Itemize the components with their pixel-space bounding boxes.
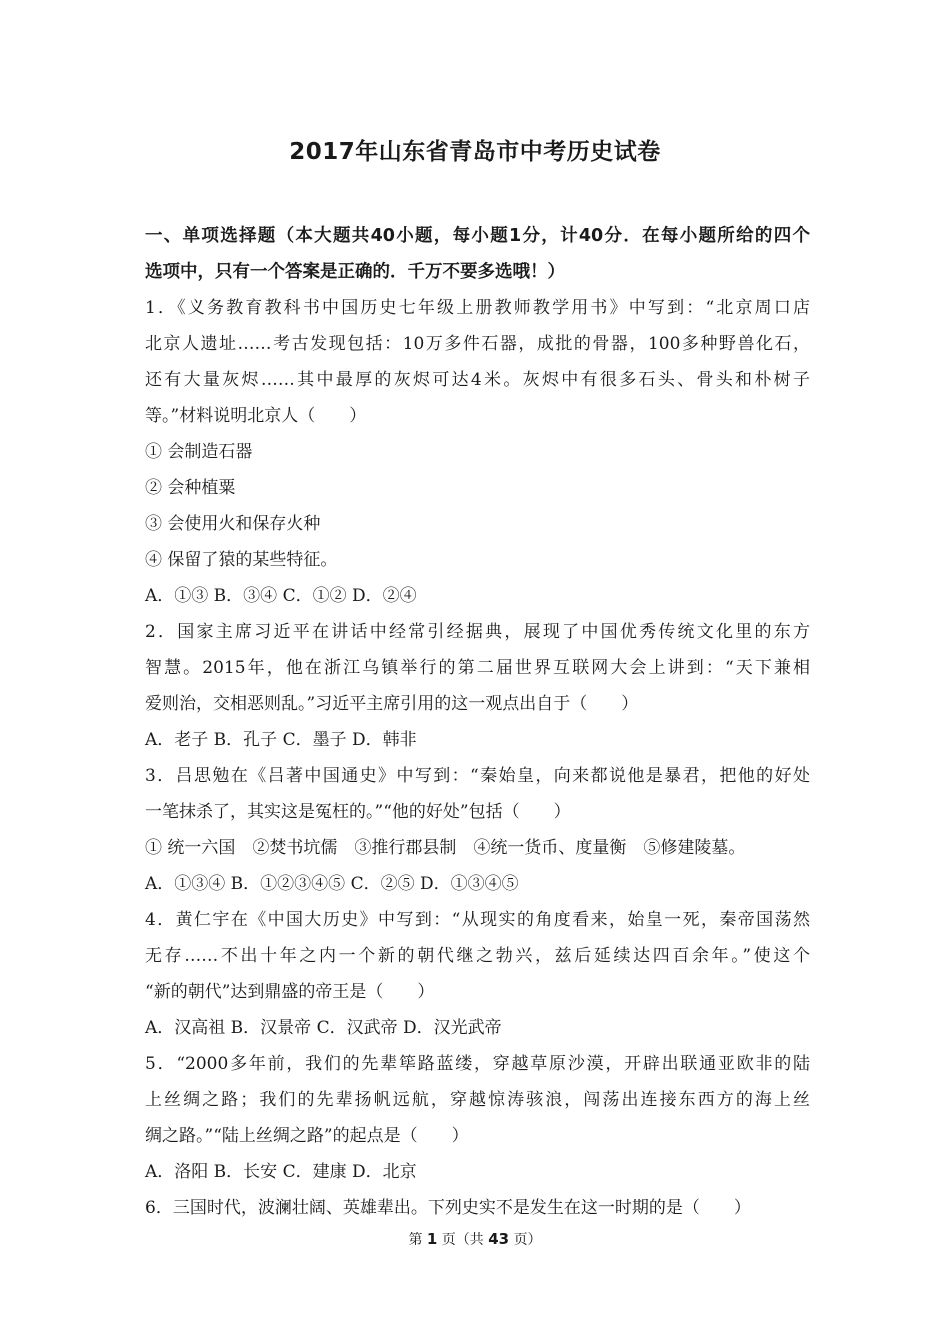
question-2-stem: 智慧。2015年，他在浙江乌镇举行的第二届世界互联网大会上讲到：“天下兼相 xyxy=(145,658,810,678)
question-4-stem: “新的朝代”达到鼎盛的帝王是（ ） xyxy=(145,982,435,1002)
question-1-item: ② 会种植粟 xyxy=(145,478,236,498)
question-3-options: A．①③④ B．①②③④⑤ C．②⑤ D．①③④⑤ xyxy=(145,874,519,894)
question-1-item: ① 会制造石器 xyxy=(145,442,253,462)
question-2-stem: 爱则治，交相恶则乱。”习近平主席引用的这一观点出自于（ ） xyxy=(145,694,639,714)
question-1-options: A．①③ B．③④ C．①② D．②④ xyxy=(145,586,417,606)
document-body xyxy=(145,218,810,1226)
footer-middle: 页（共 xyxy=(441,1232,484,1248)
document-title: 2017年山东省青岛市中考历史试卷 xyxy=(289,139,661,165)
question-1-stem: 北京人遗址……考古发现包括：10万多件石器，成批的骨器，100多种野兽化石， xyxy=(145,334,810,354)
question-3-stem: 一笔抹杀了，其实这是冤枉的。”“他的好处”包括（ ） xyxy=(145,802,571,822)
question-6-stem: 6．三国时代，波澜壮阔、英雄辈出。下列史实不是发生在这一时期的是（ ） xyxy=(145,1198,751,1218)
question-5-stem: 绸之路。”“陆上丝绸之路”的起点是（ ） xyxy=(145,1126,469,1146)
question-1-stem: 等。”材料说明北京人（ ） xyxy=(145,406,367,426)
question-5-stem: 上丝绸之路；我们的先辈扬帆远航，穿越惊涛骇浪，闯荡出连接东西方的海上丝 xyxy=(145,1090,810,1110)
question-3-stem: 3．吕思勉在《吕著中国通史》中写到：“秦始皇，向来都说他是暴君，把他的好处 xyxy=(145,766,810,786)
question-2-options: A．老子 B．孔子 C．墨子 D．韩非 xyxy=(145,730,417,750)
section-heading-line: 一、单项选择题（本大题共40小题，每小题1分，计40分．在每小题所给的四个 xyxy=(145,226,810,246)
question-5-options: A．洛阳 B．长安 C．建康 D．北京 xyxy=(145,1162,417,1182)
question-5-stem: 5．“2000多年前，我们的先辈筚路蓝缕，穿越草原沙漠，开辟出联通亚欧非的陆 xyxy=(145,1054,810,1074)
question-1-stem: 还有大量灰烬……其中最厚的灰烬可达4米。灰烬中有很多石头、骨头和朴树子 xyxy=(145,370,810,390)
footer-current-page: 1 xyxy=(426,1230,438,1248)
section-heading-line: 选项中，只有一个答案是正确的．千万不要多选哦！） xyxy=(145,262,565,282)
question-4-stem: 无存……不出十年之内一个新的朝代继之勃兴，兹后延续达四百余年。”使这个 xyxy=(145,946,810,966)
footer-prefix: 第 xyxy=(408,1232,423,1248)
question-1-stem: 1．《义务教育教科书中国历史七年级上册教师教学用书》中写到：“北京周口店 xyxy=(145,298,810,318)
question-4-stem: 4．黄仁宇在《中国大历史》中写到：“从现实的角度看来，始皇一死，秦帝国荡然 xyxy=(145,910,810,930)
question-1-item: ④ 保留了猿的某些特征。 xyxy=(145,550,338,570)
question-3-items: ① 统一六国 ②焚书坑儒 ③推行郡县制 ④统一货币、度量衡 ⑤修建陵墓。 xyxy=(145,838,746,858)
footer-suffix: 页） xyxy=(513,1232,542,1248)
question-1-item: ③ 会使用火和保存火种 xyxy=(145,514,321,534)
footer-total-pages: 43 xyxy=(488,1230,510,1248)
page-footer xyxy=(0,1229,950,1249)
question-2-stem: 2．国家主席习近平在讲话中经常引经据典，展现了中国优秀传统文化里的东方 xyxy=(145,622,810,642)
question-4-options: A．汉高祖 B．汉景帝 C．汉武帝 D．汉光武帝 xyxy=(145,1018,502,1038)
